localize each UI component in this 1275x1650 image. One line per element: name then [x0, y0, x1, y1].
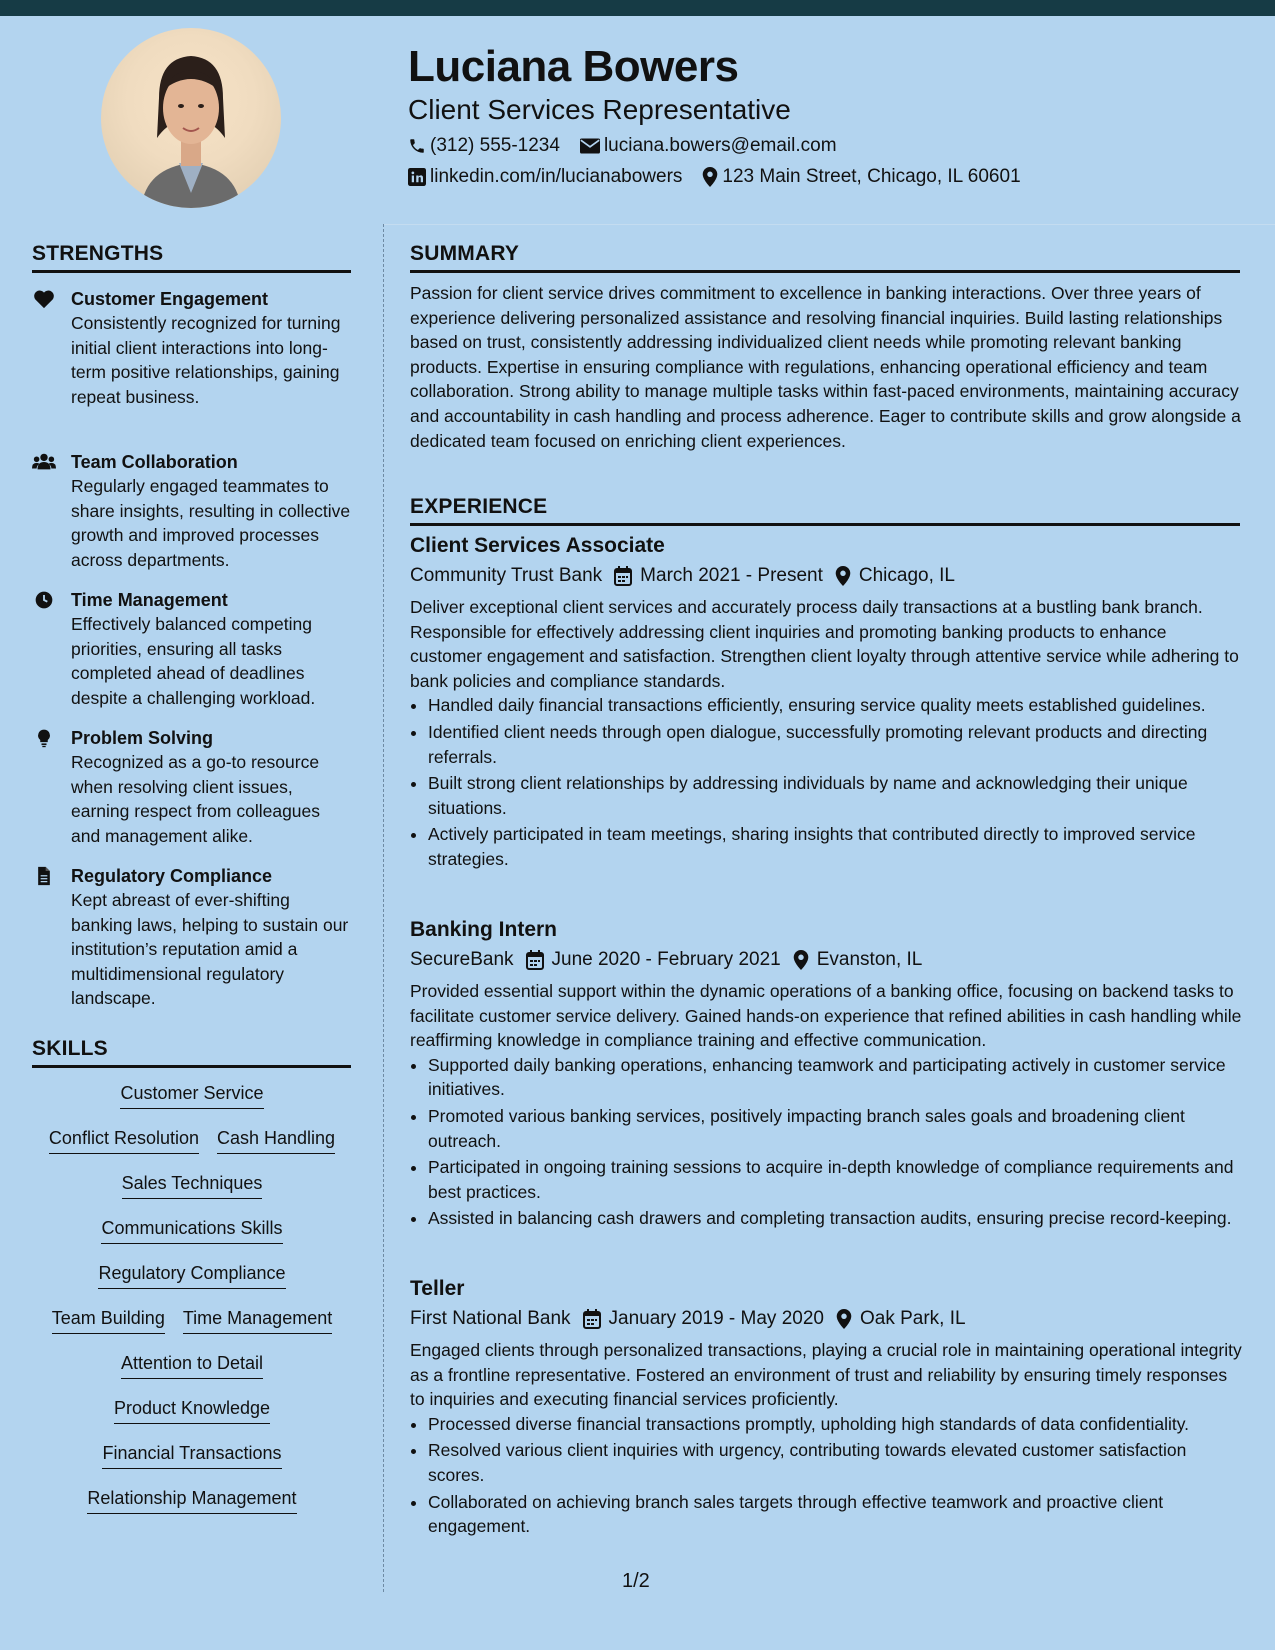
skill-row — [32, 1172, 352, 1217]
job-company: First National Bank — [410, 1308, 571, 1329]
strength-title: Regulatory Compliance — [71, 866, 273, 886]
strength-item — [32, 588, 354, 710]
strength-desc: Regularly engaged teammates to share insights, resulting in collective growth and improved processes across departments. — [71, 476, 351, 570]
skill-tag: Regulatory Compliance — [98, 1262, 285, 1289]
skill-tag: Communications Skills — [101, 1217, 282, 1244]
job-bullet: • Actively participated in team meetings, sharing insights that contributed directly to improved service strategies. — [428, 822, 1242, 871]
skill-tag: Product Knowledge — [114, 1397, 270, 1424]
skills-list — [32, 1082, 352, 1532]
strength-desc: Effectively balanced competing priorities, ensuring all tasks completed ahead of deadlines despite a challenging workload. — [71, 614, 316, 708]
phone-item[interactable] — [408, 135, 560, 157]
location-pin-icon — [835, 566, 851, 586]
job-company: SecureBank — [410, 949, 514, 970]
contact-row-1 — [408, 135, 857, 157]
strength-item — [32, 726, 354, 848]
strength-title: Team Collaboration — [71, 452, 238, 472]
calendar-icon — [583, 1309, 601, 1329]
strength-item — [32, 450, 354, 572]
skill-tag: Cash Handling — [217, 1127, 335, 1154]
phone-icon — [408, 137, 426, 155]
users-icon — [32, 452, 56, 472]
summary-text: Passion for client service drives commitment to excellence in banking interactions. Over three years of experience delivering personalized assistance and resolving financial inquiries. Build lasting relationships based on trust, consistently addressing individualized client needs while promoting relevant banking products. Expertise in ensuring compliance with regulations, enhancing operational efficiency and team collaboration. Strong ability to manage multiple tasks within fast-paced environments, maintaining accuracy and accountability in cash handling and process adherence. Eager to contribute skills and grow alongside a dedicated team focused on enriching client experiences. — [410, 283, 1241, 451]
skill-tag: Time Management — [183, 1307, 332, 1334]
skill-tag: Team Building — [52, 1307, 165, 1334]
skill-tag: Relationship Management — [87, 1487, 296, 1514]
skill-row — [32, 1352, 352, 1397]
strength-desc: Recognized as a go-to resource when resolving client issues, earning respect from colleagues and management alike. — [71, 752, 321, 846]
job-location: Evanston, IL — [816, 949, 923, 970]
skill-row — [32, 1082, 352, 1127]
page-number: 1/2 — [622, 1570, 650, 1592]
location-pin-icon — [702, 167, 718, 187]
job-meta — [410, 949, 1242, 971]
heart-icon — [32, 289, 56, 309]
address-text: 123 Main Street, Chicago, IL 60601 — [722, 166, 1021, 187]
experience-heading: EXPERIENCE — [410, 495, 1240, 526]
job-bullets — [410, 1412, 1242, 1539]
contact-row-2 — [408, 166, 1041, 188]
job-dates: March 2021 - Present — [640, 565, 823, 586]
skill-row — [32, 1217, 352, 1262]
clock-icon — [32, 590, 56, 610]
strength-item — [32, 864, 354, 1011]
job-entry — [410, 1277, 1242, 1541]
candidate-title: Client Services Representative — [408, 94, 791, 125]
summary-heading: SUMMARY — [410, 242, 1240, 273]
skill-row — [32, 1127, 352, 1172]
header-divider — [383, 224, 1275, 225]
skill-row — [32, 1262, 352, 1307]
lightbulb-icon — [32, 728, 56, 748]
job-company: Community Trust Bank — [410, 565, 603, 586]
job-meta — [410, 565, 1242, 587]
job-bullet: • Built strong client relationships by addressing individuals by name and acknowledging their unique situations. — [428, 771, 1242, 820]
job-dates: January 2019 - May 2020 — [608, 1308, 824, 1329]
skill-row — [32, 1307, 352, 1352]
skill-row — [32, 1397, 352, 1442]
job-bullet: • Resolved various client inquiries with urgency, contributing towards elevated customer satisfaction scores. — [428, 1438, 1242, 1487]
job-description: Deliver exceptional client services and accurately process daily transactions at a bustling bank branch. Responsible for effectively addressing client inquiries and promoting banking products to enhance customer engagement and satisfaction. Strengthen client loyalty through attentive service while adhering to bank policies and compliance standards. — [410, 597, 1239, 691]
strengths-heading: STRENGTHS — [32, 242, 351, 273]
job-title: Teller — [410, 1277, 465, 1300]
job-description: Engaged clients through personalized transactions, playing a crucial role in maintaining operational integrity as a frontline representative. Fostered an environment of trust and reliability by ensuring timely responses to inquiries and executing financial services proficiently. — [410, 1340, 1242, 1410]
candidate-name: Luciana Bowers — [408, 42, 739, 91]
job-bullet: • Handled daily financial transactions efficiently, ensuring service quality meets established guidelines. — [428, 693, 1242, 718]
column-divider — [383, 224, 384, 1592]
job-location: Oak Park, IL — [859, 1308, 966, 1329]
job-bullets — [410, 1053, 1242, 1231]
job-entry — [410, 918, 1242, 1233]
email-text: luciana.bowers@email.com — [603, 135, 837, 156]
skill-row — [32, 1442, 352, 1487]
strength-desc: Kept abreast of ever-shifting banking laws, helping to sustain our institution’s reputation amid a multidimensional regulatory landscape. — [71, 890, 349, 1008]
skill-row — [32, 1487, 352, 1532]
job-bullet: • Identified client needs through open dialogue, successfully promoting relevant products and directing referrals. — [428, 720, 1242, 769]
skill-tag: Sales Techniques — [122, 1172, 263, 1199]
strength-title: Problem Solving — [71, 728, 214, 748]
job-title: Client Services Associate — [410, 534, 665, 557]
top-bar — [0, 0, 1275, 16]
skill-tag: Financial Transactions — [102, 1442, 281, 1469]
job-meta — [410, 1308, 1242, 1330]
job-bullet: • Collaborated on achieving branch sales targets through effective teamwork and proactive client engagement. — [428, 1490, 1242, 1539]
job-bullets — [410, 693, 1242, 871]
linkedin-item[interactable] — [408, 166, 682, 188]
strength-title: Time Management — [71, 590, 228, 610]
skills-heading: SKILLS — [32, 1037, 351, 1068]
strength-title: Customer Engagement — [71, 289, 269, 309]
profile-photo — [101, 28, 281, 208]
job-bullet: • Participated in ongoing training sessions to acquire in-depth knowledge of compliance requirements and best practices. — [428, 1155, 1242, 1204]
envelope-icon — [580, 138, 600, 154]
skill-tag: Attention to Detail — [121, 1352, 263, 1379]
strength-item — [32, 287, 354, 409]
location-pin-icon — [793, 950, 809, 970]
job-title: Banking Intern — [410, 918, 558, 941]
linkedin-icon — [408, 168, 426, 186]
job-dates: June 2020 - February 2021 — [551, 949, 781, 970]
skill-tag: Customer Service — [120, 1082, 263, 1109]
email-item[interactable] — [580, 135, 837, 157]
job-location: Chicago, IL — [858, 565, 955, 586]
calendar-icon — [526, 950, 544, 970]
job-bullet: • Assisted in balancing cash drawers and completing transaction audits, ensuring precise record-keeping. — [428, 1206, 1242, 1231]
calendar-icon — [614, 566, 632, 586]
phone-text: (312) 555-1234 — [430, 135, 560, 156]
strength-desc: Consistently recognized for turning initial client interactions into long-term positive relationships, gaining repeat business. — [71, 313, 341, 407]
address-item — [702, 166, 1020, 188]
location-pin-icon — [836, 1309, 852, 1329]
linkedin-text: linkedin.com/in/lucianabowers — [430, 166, 683, 187]
job-entry — [410, 534, 1242, 874]
skill-tag: Conflict Resolution — [49, 1127, 199, 1154]
document-icon — [32, 866, 56, 886]
job-description: Provided essential support within the dynamic operations of a banking office, focusing on backend tasks to facilitate customer service delivery. Gained hands-on experience that refined abilities in cash handling while reaffirming knowledge in compliance training and effective communication. — [410, 981, 1242, 1051]
job-bullet: • Promoted various banking services, positively impacting branch sales goals and broadening client outreach. — [428, 1104, 1242, 1153]
job-bullet: • Supported daily banking operations, enhancing teamwork and participating actively in customer service initiatives. — [428, 1053, 1242, 1102]
job-bullet: • Processed diverse financial transactions promptly, upholding high standards of data confidentiality. — [428, 1412, 1242, 1437]
